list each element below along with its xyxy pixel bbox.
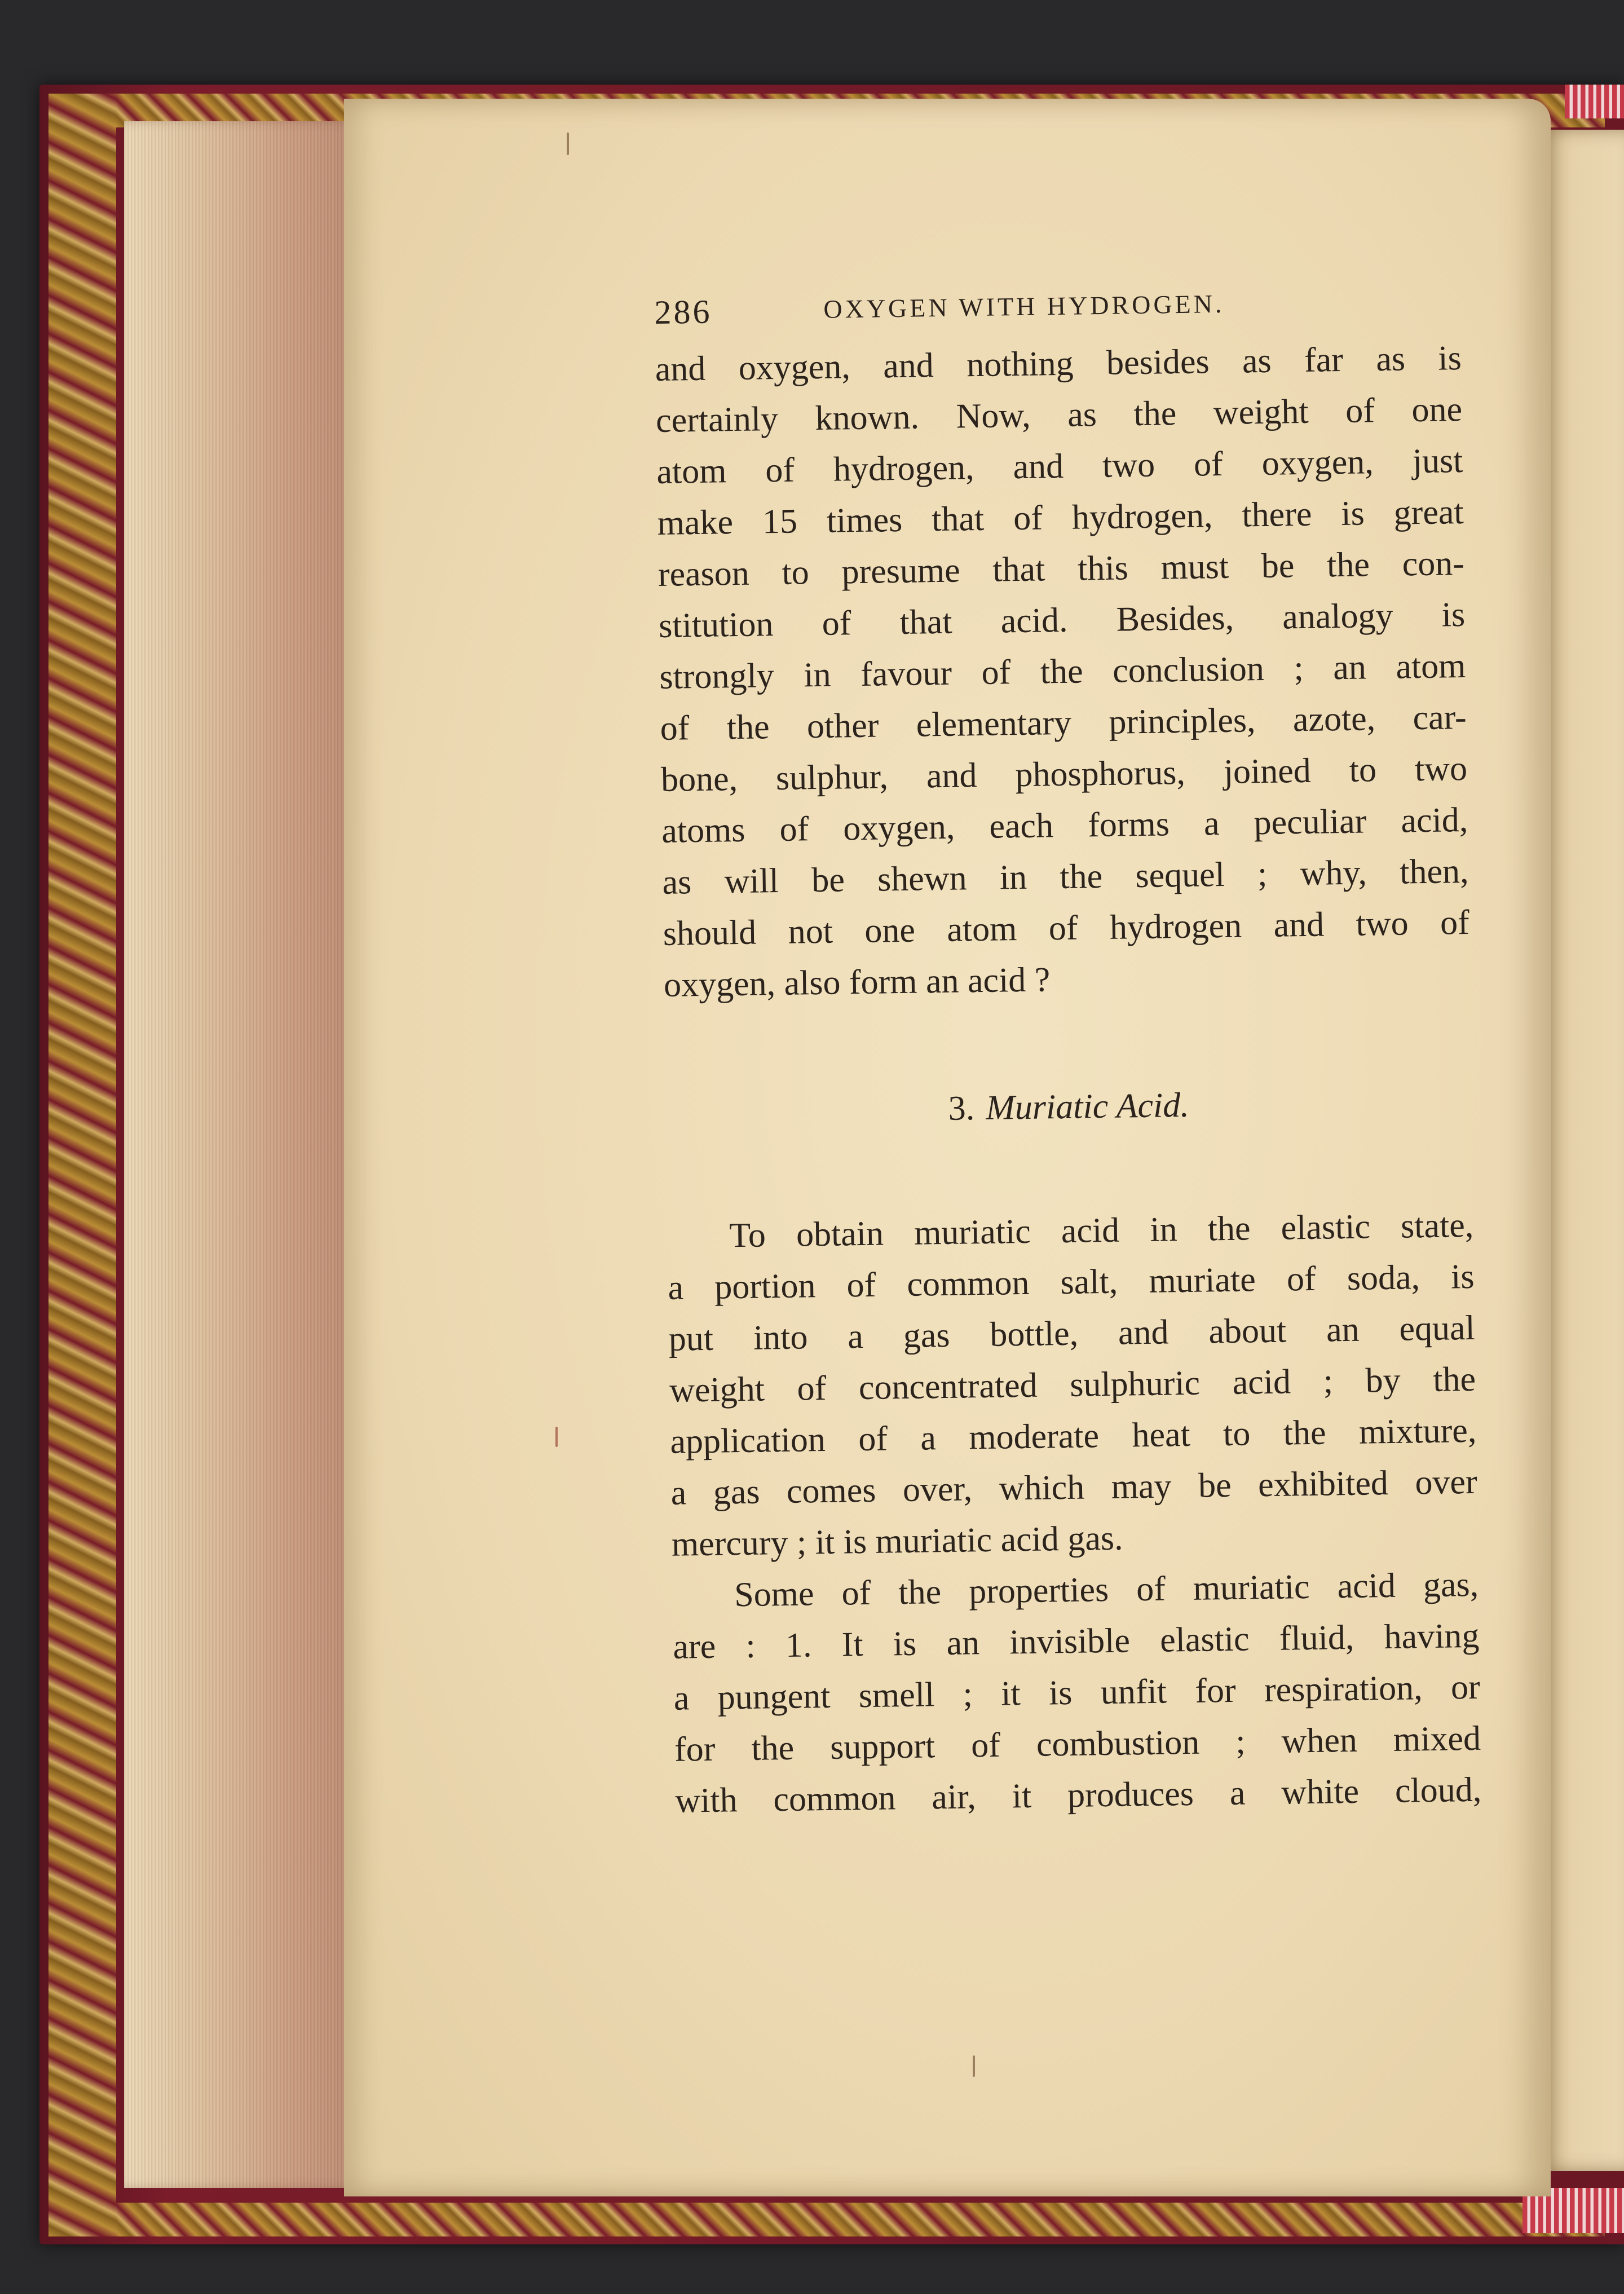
- text-line: mercury ; it is muriatic acid gas.: [671, 1519, 1123, 1564]
- text-line: weight of concentrated sulphuric acid ; by the: [669, 1360, 1476, 1410]
- text-line: for the support of combustion ; when mixed: [674, 1719, 1481, 1769]
- text-line: reason to presume that this must be the con-: [657, 544, 1465, 594]
- text-line: as will be shewn in the sequel ; why, then,: [662, 852, 1469, 902]
- text-line: oxygen, also form an acid ?: [663, 960, 1051, 1004]
- text-line: of the other elementary principles, azote, car-: [660, 698, 1467, 748]
- page-text: [654, 282, 1482, 1827]
- text-line: are : 1. It is an invisible elastic fluid, having: [673, 1616, 1480, 1666]
- paragraph-3: [672, 1559, 1482, 1827]
- section-number: 3.: [948, 1089, 975, 1128]
- text-line: strongly in favour of the conclusion ; an atom: [659, 646, 1466, 696]
- text-line: make 15 times that of hydrogen, there is great: [657, 492, 1464, 542]
- bookmark-ribbon-top: [1565, 85, 1624, 118]
- text-line: put into a gas bottle, and about an equal: [668, 1308, 1476, 1358]
- section-title: Muriatic Acid.: [985, 1086, 1190, 1127]
- paragraph-2: [667, 1200, 1479, 1570]
- text-line: with common air, it produces a white cloud,: [674, 1770, 1482, 1820]
- page-number: 286: [654, 293, 712, 331]
- paper-speck: [567, 133, 569, 155]
- paper-speck: [973, 2055, 975, 2077]
- text-line: atom of hydrogen, and two of oxygen, just: [656, 442, 1463, 491]
- text-line: should not one atom of hydrogen and two of: [663, 903, 1470, 953]
- text-line: To obtain muriatic acid in the elastic state,: [729, 1206, 1474, 1255]
- paper-speck: [555, 1427, 558, 1447]
- text-line: a gas comes over, which may be exhibited over: [670, 1462, 1478, 1512]
- text-line: Some of the properties of muriatic acid gas,: [734, 1565, 1479, 1614]
- running-head-title: OXYGEN WITH HYDROGEN.: [823, 289, 1225, 324]
- text-line: application of a moderate heat to the mixture,: [669, 1411, 1477, 1461]
- text-line: atoms of oxygen, each forms a peculiar acid,: [661, 800, 1468, 850]
- page-edges: [124, 121, 355, 2188]
- text-line: stitution of that acid. Besides, analogy is: [658, 595, 1466, 645]
- text-line: bone, sulphur, and phosphorus, joined to two: [660, 749, 1468, 799]
- section-heading: [665, 1076, 1472, 1138]
- text-line: and oxygen, and nothing besides as far as is: [655, 339, 1462, 389]
- facing-page-edge: [1539, 130, 1624, 2171]
- text-line: a pungent smell ; it is unfit for respiration, or: [673, 1667, 1481, 1718]
- text-line: certainly known. Now, as the weight of one: [655, 390, 1463, 440]
- paragraph-1: [655, 333, 1470, 1011]
- text-line: a portion of common salt, muriate of soda, is: [668, 1257, 1475, 1307]
